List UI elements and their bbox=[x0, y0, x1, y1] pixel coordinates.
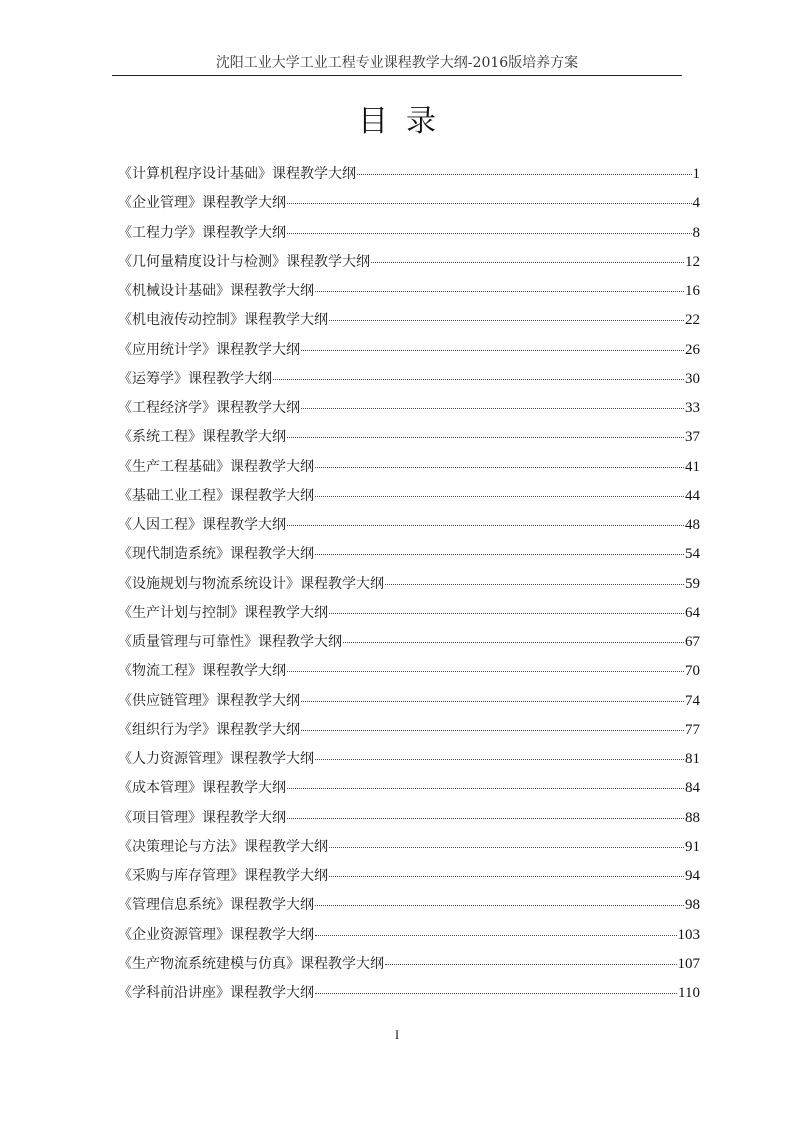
toc-entry-label: 《生产计划与控制》课程教学大纲 bbox=[118, 604, 328, 621]
dot-leader bbox=[329, 876, 684, 877]
toc-entry[interactable] bbox=[118, 222, 700, 251]
dot-leader bbox=[301, 408, 684, 409]
toc-entry[interactable] bbox=[118, 573, 700, 602]
toc-entry-page: 110 bbox=[678, 985, 700, 1001]
toc-entry[interactable] bbox=[118, 397, 700, 426]
dot-leader bbox=[287, 437, 684, 438]
toc-entry[interactable] bbox=[118, 953, 700, 982]
toc-entry-page: 70 bbox=[685, 663, 700, 680]
toc-entry[interactable] bbox=[118, 836, 700, 865]
dot-leader bbox=[301, 730, 684, 731]
toc-entry-label: 《物流工程》课程教学大纲 bbox=[118, 663, 286, 680]
dot-leader bbox=[343, 642, 684, 643]
header-divider bbox=[112, 75, 682, 76]
dot-leader bbox=[287, 671, 684, 672]
toc-entry-label: 《企业管理》课程教学大纲 bbox=[118, 195, 286, 212]
toc-entry-label: 《应用统计学》课程教学大纲 bbox=[118, 341, 300, 358]
dot-leader bbox=[329, 320, 684, 321]
toc-entry-label: 《组织行为学》课程教学大纲 bbox=[118, 721, 300, 738]
toc-entry-label: 《项目管理》课程教学大纲 bbox=[118, 809, 286, 826]
toc-entry-page: 103 bbox=[677, 926, 700, 943]
toc-entry-label: 《机电液传动控制》课程教学大纲 bbox=[118, 312, 328, 329]
toc-entry-page: 77 bbox=[685, 721, 700, 738]
dot-leader bbox=[287, 233, 692, 234]
toc-entry-label: 《现代制造系统》课程教学大纲 bbox=[118, 546, 314, 563]
toc-entry[interactable] bbox=[118, 251, 700, 280]
toc-entry[interactable] bbox=[118, 339, 700, 368]
dot-leader bbox=[287, 788, 684, 789]
toc-entry-page: 64 bbox=[685, 604, 700, 621]
toc-entry[interactable] bbox=[118, 777, 700, 806]
toc-entry-label: 《系统工程》课程教学大纲 bbox=[118, 429, 286, 446]
toc-entry[interactable] bbox=[118, 894, 700, 923]
toc-entry-page: 59 bbox=[685, 575, 700, 592]
dot-leader bbox=[371, 262, 684, 263]
dot-leader bbox=[315, 993, 677, 994]
dot-leader bbox=[315, 554, 684, 555]
dot-leader bbox=[315, 291, 684, 292]
toc-entry[interactable] bbox=[118, 543, 700, 572]
dot-leader bbox=[315, 759, 684, 760]
toc-entry-page: 74 bbox=[685, 692, 700, 709]
toc-entry-page: 67 bbox=[685, 634, 700, 650]
toc-entry-page: 107 bbox=[677, 955, 700, 972]
toc-entry[interactable] bbox=[118, 163, 700, 192]
toc-list bbox=[118, 163, 700, 1011]
toc-entry-page: 30 bbox=[685, 370, 700, 387]
toc-entry-label: 《工程力学》课程教学大纲 bbox=[118, 224, 286, 241]
toc-entry-page: 81 bbox=[685, 751, 700, 767]
toc-entry-page: 33 bbox=[685, 400, 700, 416]
toc-entry[interactable] bbox=[118, 660, 700, 689]
toc-title: 目录 bbox=[358, 104, 454, 139]
toc-entry-page: 4 bbox=[692, 195, 700, 212]
toc-entry[interactable] bbox=[118, 865, 700, 894]
running-header: 沈阳工业大学工业工程专业课程教学大纲-2016版培养方案 bbox=[215, 55, 579, 71]
page-number: I bbox=[394, 1027, 400, 1042]
toc-entry-page: 84 bbox=[685, 780, 700, 797]
toc-entry-label: 《供应链管理》课程教学大纲 bbox=[118, 692, 300, 709]
dot-leader bbox=[301, 701, 684, 702]
toc-entry[interactable] bbox=[118, 456, 700, 485]
toc-entry[interactable] bbox=[118, 748, 700, 777]
dot-leader bbox=[287, 203, 692, 204]
toc-entry[interactable] bbox=[118, 309, 700, 338]
toc-entry-label: 《运筹学》课程教学大纲 bbox=[118, 370, 272, 387]
dot-leader bbox=[301, 350, 684, 351]
toc-entry[interactable] bbox=[118, 192, 700, 221]
toc-entry-label: 《生产工程基础》课程教学大纲 bbox=[118, 458, 314, 475]
toc-entry-page: 12 bbox=[685, 253, 700, 270]
toc-entry-page: 48 bbox=[685, 517, 700, 533]
toc-entry-label: 《管理信息系统》课程教学大纲 bbox=[118, 897, 314, 914]
toc-entry[interactable] bbox=[118, 368, 700, 397]
dot-leader bbox=[287, 818, 684, 819]
toc-entry[interactable] bbox=[118, 280, 700, 309]
toc-entry[interactable] bbox=[118, 924, 700, 953]
toc-entry-page: 37 bbox=[685, 429, 700, 446]
toc-entry-page: 44 bbox=[685, 487, 700, 504]
toc-entry-label: 《机械设计基础》课程教学大纲 bbox=[118, 283, 314, 299]
toc-entry-label: 《基础工业工程》课程教学大纲 bbox=[118, 487, 314, 504]
dot-leader bbox=[385, 964, 677, 965]
toc-entry-page: 1 bbox=[692, 166, 700, 182]
toc-entry-page: 98 bbox=[685, 897, 700, 914]
toc-entry-label: 《成本管理》课程教学大纲 bbox=[118, 780, 286, 797]
toc-entry[interactable] bbox=[118, 631, 700, 660]
toc-entry-label: 《采购与库存管理》课程教学大纲 bbox=[118, 868, 328, 884]
dot-leader bbox=[315, 935, 677, 936]
toc-entry[interactable] bbox=[118, 426, 700, 455]
dot-leader bbox=[315, 496, 684, 497]
toc-entry[interactable] bbox=[118, 807, 700, 836]
toc-entry[interactable] bbox=[118, 485, 700, 514]
toc-entry-page: 54 bbox=[685, 546, 700, 563]
toc-entry-label: 《计算机程序设计基础》课程教学大纲 bbox=[118, 166, 356, 182]
dot-leader bbox=[287, 525, 684, 526]
dot-leader bbox=[385, 584, 684, 585]
dot-leader bbox=[329, 613, 684, 614]
toc-entry-page: 91 bbox=[685, 838, 700, 855]
toc-entry-page: 94 bbox=[685, 868, 700, 884]
toc-entry-label: 《学科前沿讲座》课程教学大纲 bbox=[118, 985, 314, 1001]
dot-leader bbox=[273, 379, 684, 380]
toc-entry-page: 8 bbox=[692, 224, 700, 241]
toc-entry[interactable] bbox=[118, 690, 700, 719]
toc-entry-label: 《企业资源管理》课程教学大纲 bbox=[118, 926, 314, 943]
toc-entry-page: 22 bbox=[685, 312, 700, 329]
dot-leader bbox=[315, 467, 684, 468]
toc-entry[interactable] bbox=[118, 602, 700, 631]
toc-entry[interactable] bbox=[118, 719, 700, 748]
toc-entry-label: 《生产物流系统建模与仿真》课程教学大纲 bbox=[118, 955, 384, 972]
toc-entry[interactable] bbox=[118, 982, 700, 1011]
toc-entry-page: 26 bbox=[685, 341, 700, 358]
toc-entry-page: 88 bbox=[685, 809, 700, 826]
toc-entry[interactable] bbox=[118, 514, 700, 543]
toc-entry-label: 《几何量精度设计与检测》课程教学大纲 bbox=[118, 253, 370, 270]
toc-entry-label: 《质量管理与可靠性》课程教学大纲 bbox=[118, 634, 342, 650]
toc-entry-label: 《工程经济学》课程教学大纲 bbox=[118, 400, 300, 416]
toc-entry-label: 《人力资源管理》课程教学大纲 bbox=[118, 751, 314, 767]
toc-entry-label: 《设施规划与物流系统设计》课程教学大纲 bbox=[118, 575, 384, 592]
toc-entry-label: 《决策理论与方法》课程教学大纲 bbox=[118, 838, 328, 855]
dot-leader bbox=[315, 905, 684, 906]
toc-entry-label: 《人因工程》课程教学大纲 bbox=[118, 517, 286, 533]
toc-entry-page: 41 bbox=[685, 458, 700, 475]
dot-leader bbox=[357, 174, 692, 175]
toc-entry-page: 16 bbox=[685, 283, 700, 299]
dot-leader bbox=[329, 847, 684, 848]
